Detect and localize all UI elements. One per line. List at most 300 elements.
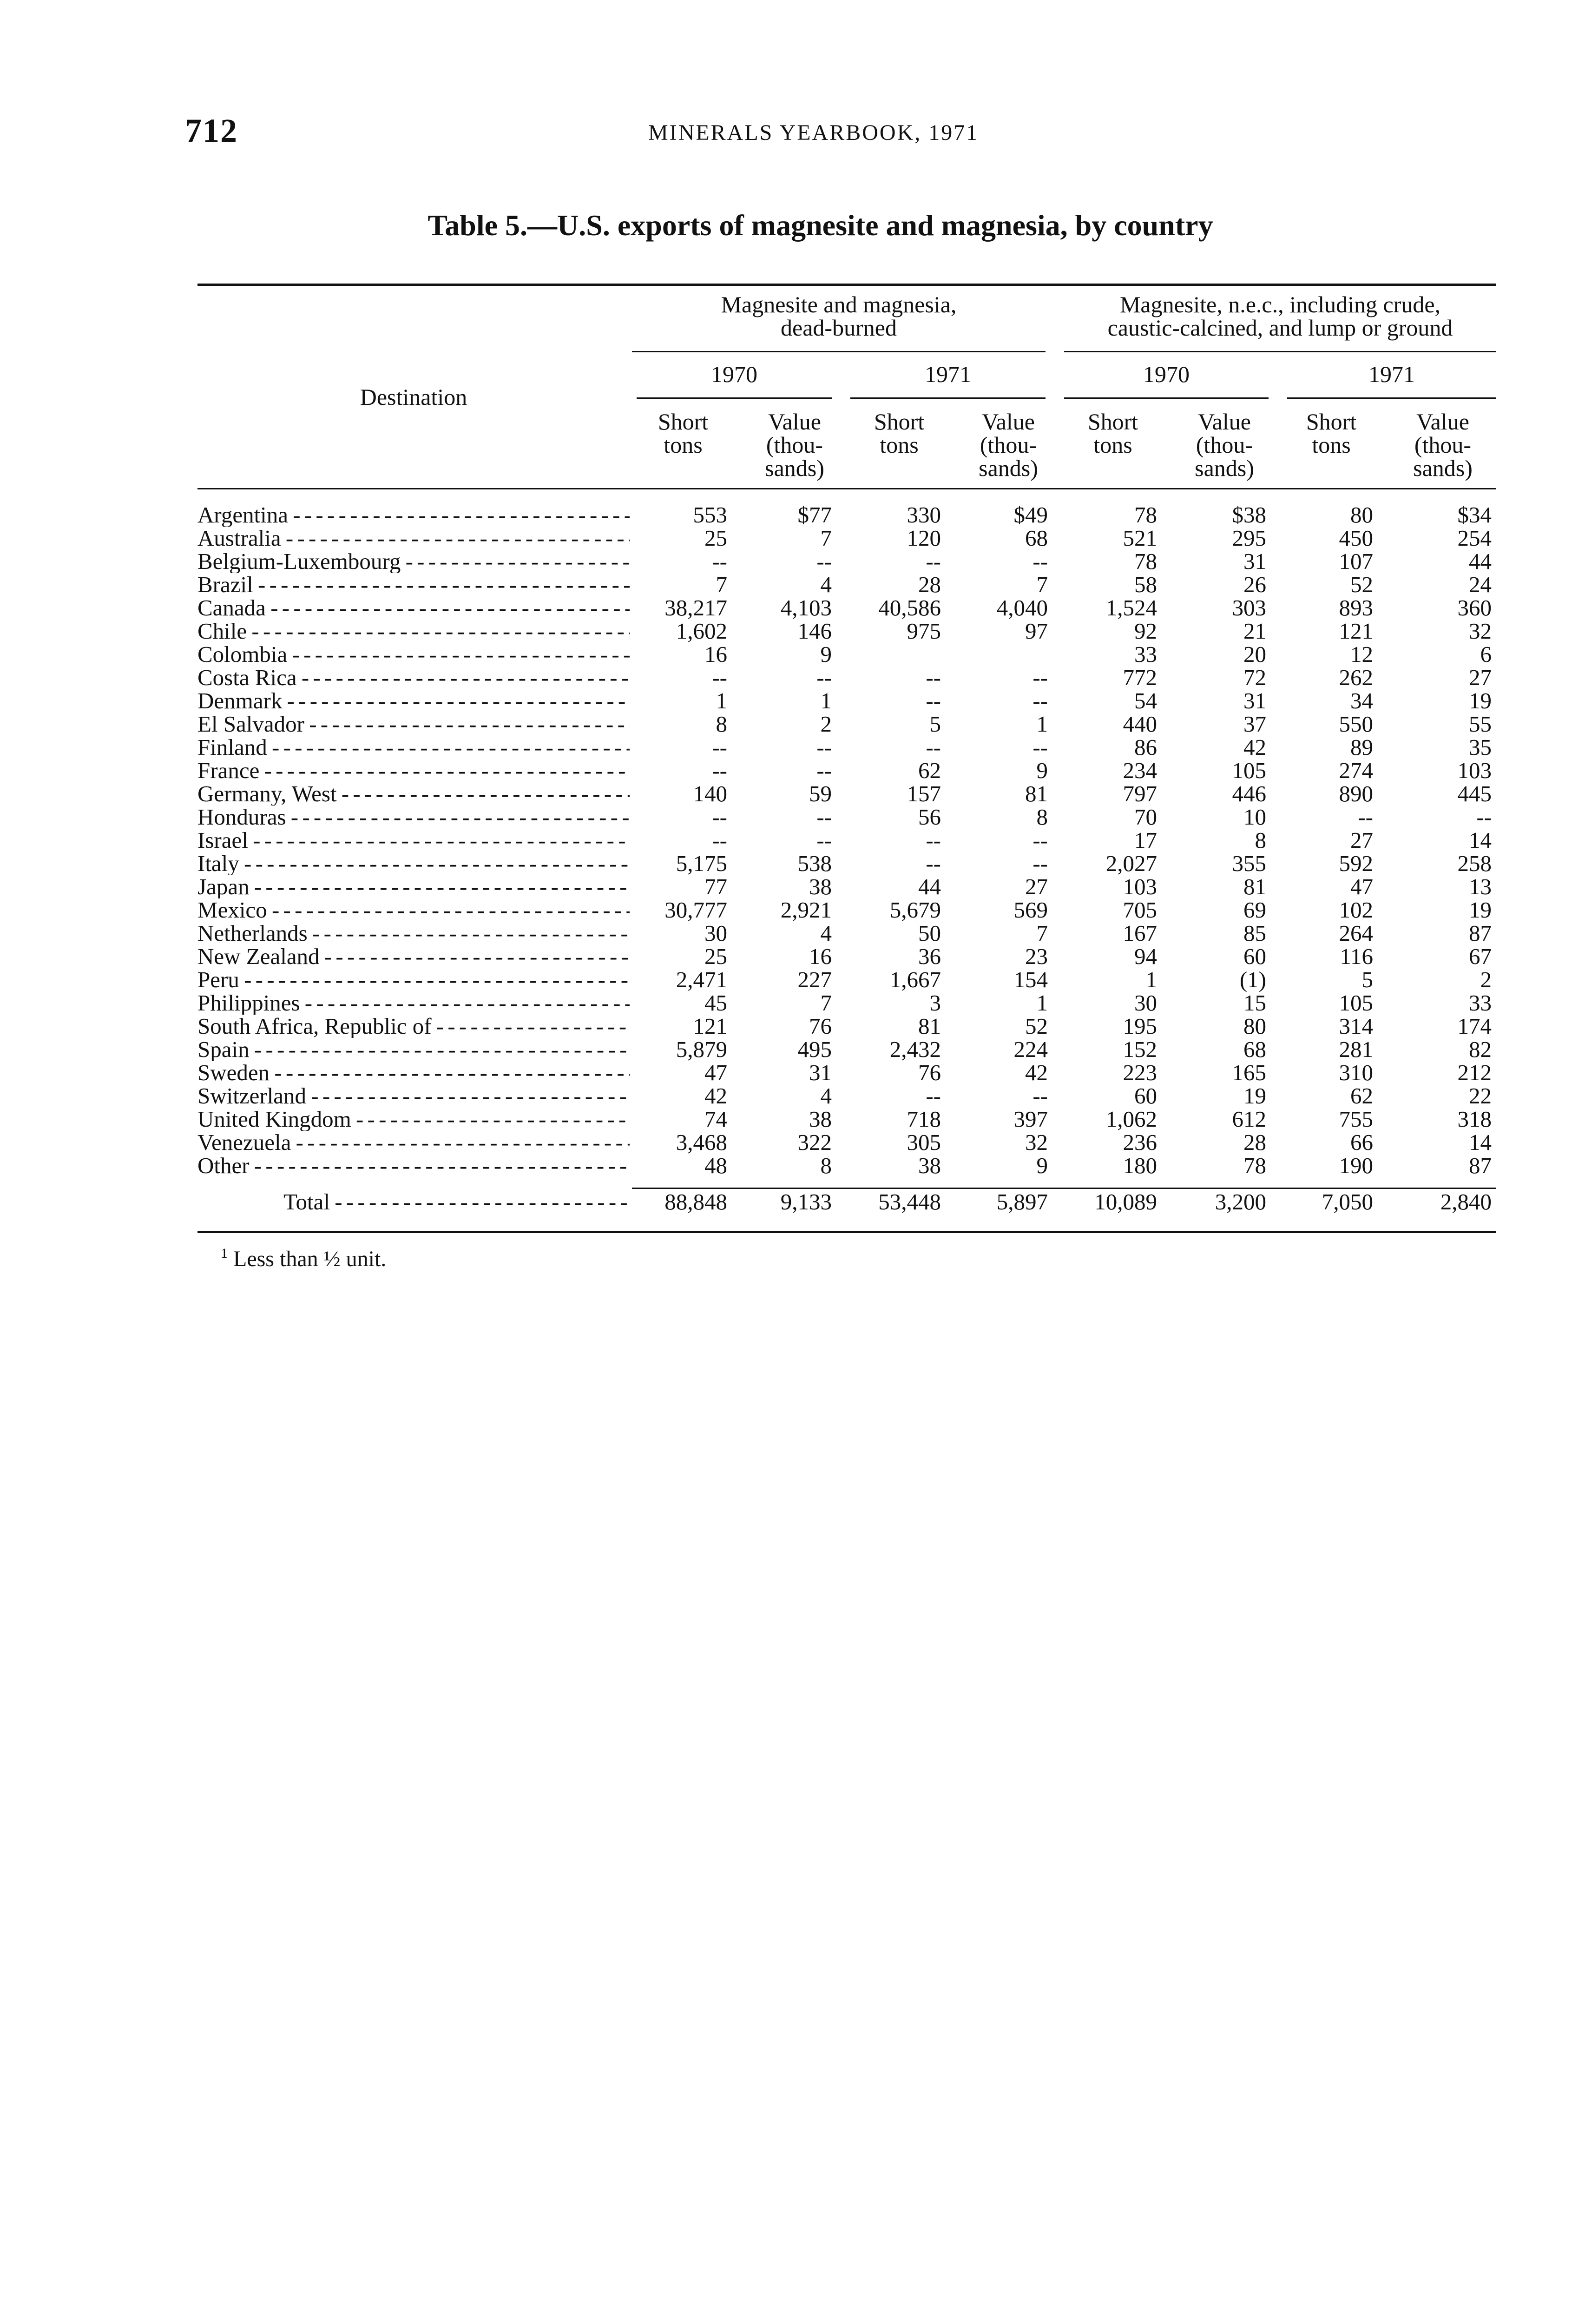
- table-cell: 360: [1457, 595, 1492, 621]
- destination-cell: El Salvador - - -: [197, 713, 630, 736]
- table-cell: 38: [918, 1153, 941, 1178]
- table-cell: 88,848: [664, 1189, 727, 1215]
- table-bottom-rule: [197, 1231, 1496, 1233]
- table-cell: 42: [1243, 734, 1266, 760]
- table-cell: 2: [1480, 967, 1492, 992]
- table-cell: 28: [918, 572, 941, 597]
- destination-cell: Brazil - - -: [197, 573, 630, 596]
- group-rule-dead-burned: [632, 351, 1046, 352]
- table-cell: 26: [1243, 572, 1266, 597]
- table-cell: 81: [918, 1013, 941, 1039]
- year-rule-3: [1064, 397, 1269, 399]
- table-cell: 2,027: [1105, 851, 1157, 876]
- table-cell: --: [926, 1083, 941, 1109]
- table-cell: 8: [1255, 827, 1266, 853]
- table-cell: 3: [929, 990, 941, 1016]
- footnote-text: Less than ½ unit.: [233, 1247, 387, 1271]
- table-row: [197, 991, 1496, 1015]
- table-row: [197, 1061, 1496, 1084]
- table-cell: 69: [1243, 897, 1266, 923]
- table-cell: 85: [1243, 920, 1266, 946]
- table-cell: 87: [1469, 920, 1492, 946]
- total-row: [197, 1190, 1496, 1214]
- table-cell: --: [1358, 804, 1373, 830]
- table-cell: 1: [1036, 990, 1048, 1016]
- table-cell: --: [816, 758, 832, 783]
- table-cell: 1: [1145, 967, 1157, 992]
- table-cell: 262: [1339, 665, 1373, 690]
- table-cell: 3,200: [1215, 1189, 1266, 1215]
- table-cell: --: [712, 827, 727, 853]
- table-cell: 975: [907, 618, 941, 644]
- table-cell: 34: [1350, 688, 1373, 713]
- total-label: Total - - -: [197, 1190, 630, 1214]
- table-cell: 146: [797, 618, 832, 644]
- group-rule-crude: [1064, 351, 1496, 352]
- table-cell: 1,524: [1105, 595, 1157, 621]
- table-cell: 167: [1123, 920, 1157, 946]
- table-cell: 33: [1469, 990, 1492, 1016]
- table-cell: --: [816, 548, 832, 574]
- table-cell: 254: [1457, 525, 1492, 551]
- table-cell: 74: [704, 1106, 727, 1132]
- table-cell: 1: [716, 688, 727, 713]
- table-cell: 105: [1339, 990, 1373, 1016]
- table-cell: 60: [1243, 944, 1266, 969]
- table-row: [197, 596, 1496, 620]
- table-cell: --: [816, 734, 832, 760]
- table-cell: 234: [1123, 758, 1157, 783]
- column-header: Short tons: [1087, 409, 1138, 458]
- table-cell: 38,217: [664, 595, 727, 621]
- table-cell: 4,103: [780, 595, 832, 621]
- destination-cell: Netherlands - - -: [197, 922, 630, 945]
- destination-cell: France - - -: [197, 759, 630, 782]
- table-cell: 16: [809, 944, 832, 969]
- table-cell: 82: [1469, 1037, 1492, 1062]
- table-cell: --: [712, 548, 727, 574]
- table-cell: 33: [1134, 641, 1157, 667]
- table-cell: 78: [1243, 1153, 1266, 1178]
- table-cell: 86: [1134, 734, 1157, 760]
- table-cell: 9,133: [780, 1189, 832, 1215]
- table-cell: $38: [1232, 502, 1266, 528]
- table-cell: 44: [1469, 548, 1492, 574]
- destination-cell: Spain - - -: [197, 1038, 630, 1061]
- table-cell: 22: [1469, 1083, 1492, 1109]
- destination-cell: Japan - - -: [197, 875, 630, 898]
- table-cell: 190: [1339, 1153, 1373, 1178]
- table-cell: 16: [704, 641, 727, 667]
- destination-cell: Italy - - -: [197, 852, 630, 875]
- table-cell: 612: [1232, 1106, 1266, 1132]
- table-cell: 62: [918, 758, 941, 783]
- table-cell: 4,040: [996, 595, 1048, 621]
- table-cell: 7: [1036, 572, 1048, 597]
- table-row: [197, 573, 1496, 596]
- table-body: [197, 503, 1496, 1214]
- destination-cell: Philippines - - -: [197, 991, 630, 1015]
- destination-cell: Canada - - -: [197, 596, 630, 620]
- table-row: [197, 689, 1496, 713]
- table-cell: 31: [1243, 548, 1266, 574]
- table-row: [197, 968, 1496, 991]
- column-header: Value (thou- sands): [1195, 409, 1254, 481]
- table-cell: --: [926, 688, 941, 713]
- table-cell: 24: [1469, 572, 1492, 597]
- table-row: [197, 666, 1496, 689]
- column-header: Short tons: [1306, 409, 1357, 458]
- table-cell: 87: [1469, 1153, 1492, 1178]
- table-cell: 445: [1457, 781, 1492, 806]
- header-bottom-rule: [197, 488, 1496, 489]
- destination-cell: South Africa, Republic of - - -: [197, 1015, 630, 1038]
- table-cell: 52: [1025, 1013, 1048, 1039]
- table-cell: 70: [1134, 804, 1157, 830]
- table-cell: 569: [1013, 897, 1048, 923]
- table-cell: 755: [1339, 1106, 1373, 1132]
- table-cell: 1,667: [889, 967, 941, 992]
- total-top-rule: [632, 1188, 1496, 1189]
- stub-header: Destination: [360, 384, 467, 410]
- table-cell: 8: [716, 711, 727, 737]
- table-cell: --: [712, 734, 727, 760]
- table-cell: 295: [1232, 525, 1266, 551]
- table-cell: 103: [1123, 874, 1157, 899]
- table-cell: 32: [1469, 618, 1492, 644]
- table-cell: 19: [1243, 1083, 1266, 1109]
- table-cell: --: [1033, 827, 1048, 853]
- table-cell: 264: [1339, 920, 1373, 946]
- table-cell: 5,879: [676, 1037, 727, 1062]
- year-rule-4: [1287, 397, 1496, 399]
- table-cell: 303: [1232, 595, 1266, 621]
- table-cell: 103: [1457, 758, 1492, 783]
- table-cell: 890: [1339, 781, 1373, 806]
- table-cell: 6: [1480, 641, 1492, 667]
- table-cell: 59: [809, 781, 832, 806]
- table-cell: 66: [1350, 1129, 1373, 1155]
- table-cell: --: [926, 734, 941, 760]
- group-header-crude: Magnesite, n.e.c., including crude, caustic-calcined, and lump or ground: [1107, 291, 1453, 341]
- table-row: [197, 759, 1496, 782]
- table-cell: --: [816, 665, 832, 690]
- table-cell: 76: [918, 1060, 941, 1085]
- table-cell: 67: [1469, 944, 1492, 969]
- table-cell: 44: [918, 874, 941, 899]
- column-header: Value (thou- sands): [979, 409, 1038, 481]
- table-cell: 77: [704, 874, 727, 899]
- table-cell: --: [1033, 851, 1048, 876]
- table-cell: 236: [1123, 1129, 1157, 1155]
- destination-cell: Colombia - - -: [197, 643, 630, 666]
- table-row: [197, 782, 1496, 805]
- table-cell: 80: [1243, 1013, 1266, 1039]
- table-cell: 102: [1339, 897, 1373, 923]
- destination-cell: Mexico - - -: [197, 898, 630, 922]
- table-cell: 32: [1025, 1129, 1048, 1155]
- destination-cell: Costa Rica - - -: [197, 666, 630, 689]
- table-cell: 31: [1243, 688, 1266, 713]
- table-cell: 322: [797, 1129, 832, 1155]
- destination-cell: Peru - - -: [197, 968, 630, 991]
- year-header: 1970: [711, 361, 757, 387]
- table-cell: 30: [1134, 990, 1157, 1016]
- destination-cell: Denmark - - -: [197, 689, 630, 713]
- table-cell: 27: [1025, 874, 1048, 899]
- table-cell: 174: [1457, 1013, 1492, 1039]
- table-cell: 36: [918, 944, 941, 969]
- table-cell: 224: [1013, 1037, 1048, 1062]
- table-cell: 80: [1350, 502, 1373, 528]
- table-cell: 274: [1339, 758, 1373, 783]
- table-cell: 53,448: [878, 1189, 941, 1215]
- table-cell: --: [712, 758, 727, 783]
- destination-cell: Argentina - - -: [197, 503, 630, 527]
- table-title: Table 5.—U.S. exports of magnesite and magnesia, by country: [427, 209, 1213, 242]
- table-cell: 281: [1339, 1037, 1373, 1062]
- table-cell: 42: [1025, 1060, 1048, 1085]
- table-cell: 14: [1469, 1129, 1492, 1155]
- table-cell: --: [712, 665, 727, 690]
- destination-cell: Chile - - -: [197, 620, 630, 643]
- table-row: [197, 829, 1496, 852]
- table-cell: 81: [1243, 874, 1266, 899]
- table-cell: 116: [1340, 944, 1373, 969]
- table-cell: --: [712, 804, 727, 830]
- table-row: [197, 1131, 1496, 1154]
- table-row: [197, 1154, 1496, 1177]
- table-cell: 1: [820, 688, 832, 713]
- table-cell: 3,468: [676, 1129, 727, 1155]
- table-cell: 495: [797, 1037, 832, 1062]
- table-cell: --: [926, 851, 941, 876]
- table-cell: 538: [797, 851, 832, 876]
- table-cell: 27: [1350, 827, 1373, 853]
- table-cell: 97: [1025, 618, 1048, 644]
- table-cell: --: [1033, 548, 1048, 574]
- destination-cell: Honduras - - -: [197, 805, 630, 829]
- table-cell: 212: [1457, 1060, 1492, 1085]
- table-cell: 17: [1134, 827, 1157, 853]
- table-cell: 45: [704, 990, 727, 1016]
- year-header: 1971: [1368, 361, 1415, 387]
- destination-cell: United Kingdom - - -: [197, 1108, 630, 1131]
- table-cell: 705: [1123, 897, 1157, 923]
- table-row: [197, 805, 1496, 829]
- table-cell: 89: [1350, 734, 1373, 760]
- destination-cell: Switzerland - - -: [197, 1084, 630, 1108]
- table-row: [197, 1084, 1496, 1108]
- table-cell: 19: [1469, 897, 1492, 923]
- table-cell: --: [1033, 1083, 1048, 1109]
- page-header: [0, 112, 1585, 153]
- table-cell: 120: [907, 525, 941, 551]
- table-row: [197, 643, 1496, 666]
- column-header: Short tons: [874, 409, 925, 458]
- table-cell: 397: [1013, 1106, 1048, 1132]
- table-cell: 140: [693, 781, 727, 806]
- table-cell: 7: [716, 572, 727, 597]
- table-cell: 27: [1469, 665, 1492, 690]
- table-cell: --: [1033, 734, 1048, 760]
- table-cell: 2,921: [780, 897, 832, 923]
- table-cell: --: [1033, 688, 1048, 713]
- table-cell: 92: [1134, 618, 1157, 644]
- table-cell: 47: [704, 1060, 727, 1085]
- table-cell: 7: [1036, 920, 1048, 946]
- table-cell: 72: [1243, 665, 1266, 690]
- table-cell: 227: [797, 967, 832, 992]
- year-rule-2: [850, 397, 1046, 399]
- table-cell: 4: [820, 1083, 832, 1109]
- table-cell: 195: [1123, 1013, 1157, 1039]
- destination-cell: Finland - - -: [197, 736, 630, 759]
- table-cell: 8: [1036, 804, 1048, 830]
- year-header: 1971: [925, 361, 971, 387]
- table-cell: 4: [820, 572, 832, 597]
- table-cell: --: [816, 804, 832, 830]
- table-cell: 56: [918, 804, 941, 830]
- table-row: [197, 736, 1496, 759]
- table-cell: 446: [1232, 781, 1266, 806]
- table-cell: 50: [918, 920, 941, 946]
- table-cell: 8: [820, 1153, 832, 1178]
- table-row: [197, 945, 1496, 968]
- table-cell: $49: [1013, 502, 1048, 528]
- table-cell: 10,089: [1094, 1189, 1157, 1215]
- table-cell: 305: [907, 1129, 941, 1155]
- table-cell: 314: [1339, 1013, 1373, 1039]
- table-cell: 5,679: [889, 897, 941, 923]
- table-cell: 38: [809, 1106, 832, 1132]
- table-cell: 62: [1350, 1083, 1373, 1109]
- table-cell: 592: [1339, 851, 1373, 876]
- table-cell: 47: [1350, 874, 1373, 899]
- table-cell: 4: [820, 920, 832, 946]
- table-cell: 35: [1469, 734, 1492, 760]
- table-cell: 105: [1232, 758, 1266, 783]
- table-cell: 38: [809, 874, 832, 899]
- table-cell: 60: [1134, 1083, 1157, 1109]
- table-cell: (1): [1239, 967, 1266, 992]
- table-cell: 52: [1350, 572, 1373, 597]
- table-cell: 23: [1025, 944, 1048, 969]
- table-cell: 25: [704, 525, 727, 551]
- table-cell: 1,602: [676, 618, 727, 644]
- table-cell: 1: [1036, 711, 1048, 737]
- table-cell: 19: [1469, 688, 1492, 713]
- table-cell: 180: [1123, 1153, 1157, 1178]
- destination-cell: Germany, West - - -: [197, 782, 630, 805]
- table-cell: 78: [1134, 548, 1157, 574]
- table-cell: 330: [907, 502, 941, 528]
- table-cell: 2,840: [1440, 1189, 1492, 1215]
- table-cell: 68: [1025, 525, 1048, 551]
- table-cell: 152: [1123, 1037, 1157, 1062]
- footnote-marker: 1: [221, 1246, 228, 1261]
- destination-cell: Australia - - -: [197, 527, 630, 550]
- table-cell: $34: [1457, 502, 1492, 528]
- table-cell: 2,471: [676, 967, 727, 992]
- table-row: [197, 875, 1496, 898]
- table-cell: 48: [704, 1153, 727, 1178]
- column-header: Value (thou- sands): [1413, 409, 1473, 481]
- table-cell: 30,777: [664, 897, 727, 923]
- table-cell: 797: [1123, 781, 1157, 806]
- table-cell: 78: [1134, 502, 1157, 528]
- table-row: [197, 852, 1496, 875]
- table-row: [197, 1038, 1496, 1061]
- table-cell: 30: [704, 920, 727, 946]
- table-cell: 318: [1457, 1106, 1492, 1132]
- table-cell: 37: [1243, 711, 1266, 737]
- table-cell: 9: [820, 641, 832, 667]
- table-cell: 25: [704, 944, 727, 969]
- table-cell: --: [926, 827, 941, 853]
- table-cell: 521: [1123, 525, 1157, 551]
- table-cell: 553: [693, 502, 727, 528]
- destination-cell: New Zealand - - -: [197, 945, 630, 968]
- table-cell: 7: [820, 990, 832, 1016]
- destination-cell: Belgium-Luxembourg - - -: [197, 550, 630, 573]
- table-cell: 154: [1013, 967, 1048, 992]
- table-cell: --: [1476, 804, 1492, 830]
- year-header: 1970: [1143, 361, 1190, 387]
- table-cell: 42: [704, 1083, 727, 1109]
- group-header-dead-burned: Magnesite and magnesia, dead-burned: [721, 291, 957, 341]
- table-cell: 58: [1134, 572, 1157, 597]
- table-cell: 7: [820, 525, 832, 551]
- table-cell: 28: [1243, 1129, 1266, 1155]
- destination-cell: Sweden - - -: [197, 1061, 630, 1084]
- destination-cell: Other - - -: [197, 1154, 630, 1177]
- table-cell: 7,050: [1322, 1189, 1373, 1215]
- table-cell: --: [1033, 665, 1048, 690]
- destination-cell: Venezuela - - -: [197, 1131, 630, 1154]
- table-cell: 10: [1243, 804, 1266, 830]
- table-cell: 81: [1025, 781, 1048, 806]
- table-cell: 107: [1339, 548, 1373, 574]
- table-cell: 355: [1232, 851, 1266, 876]
- table-cell: 55: [1469, 711, 1492, 737]
- table-row: [197, 1015, 1496, 1038]
- table-cell: 94: [1134, 944, 1157, 969]
- table-cell: --: [926, 665, 941, 690]
- table-cell: 718: [907, 1106, 941, 1132]
- table-cell: 14: [1469, 827, 1492, 853]
- table-cell: 121: [1339, 618, 1373, 644]
- year-rule-1: [637, 397, 832, 399]
- table-cell: 5: [929, 711, 941, 737]
- table-row: [197, 503, 1496, 527]
- table-cell: 258: [1457, 851, 1492, 876]
- page-number: 712: [185, 112, 238, 149]
- table-cell: 772: [1123, 665, 1157, 690]
- table-cell: 20: [1243, 641, 1266, 667]
- table-cell: 893: [1339, 595, 1373, 621]
- running-head: MINERALS YEARBOOK, 1971: [648, 120, 979, 145]
- table-row: [197, 922, 1496, 945]
- table-row: [197, 898, 1496, 922]
- table-cell: 76: [809, 1013, 832, 1039]
- table-cell: --: [816, 827, 832, 853]
- table-cell: 440: [1123, 711, 1157, 737]
- table-cell: 9: [1036, 758, 1048, 783]
- table-cell: 15: [1243, 990, 1266, 1016]
- table-row: [197, 620, 1496, 643]
- table-row: [197, 1108, 1496, 1131]
